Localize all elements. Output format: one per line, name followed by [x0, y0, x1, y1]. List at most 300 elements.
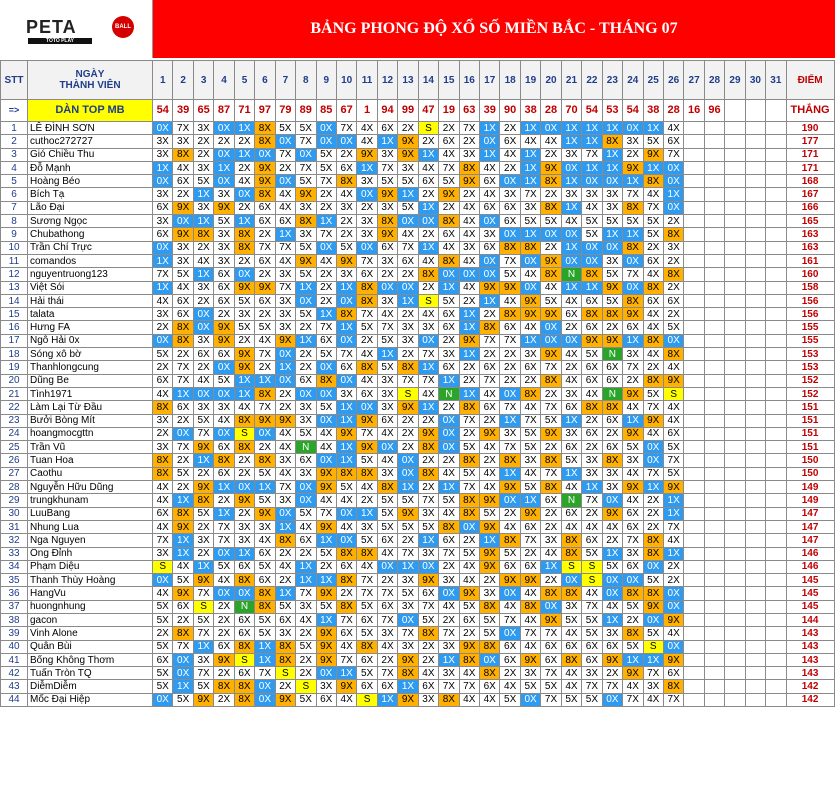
member-points: 160 [786, 268, 834, 281]
day-cell: 7X [500, 441, 520, 454]
day-cell: 1X [582, 481, 602, 494]
member-points: 149 [786, 494, 834, 507]
day-cell: 9X [643, 414, 663, 427]
day-cell: 6X [439, 534, 459, 547]
day-cell: S [643, 640, 663, 653]
day-cell: 4X [480, 441, 500, 454]
day-cell: 1X [459, 321, 479, 334]
day-cell-empty [704, 613, 724, 626]
day-cell: 5X [439, 294, 459, 307]
day-cell-empty [745, 175, 765, 188]
table-row [1, 188, 835, 201]
row-stt: 27 [1, 467, 28, 480]
day-cell: 1X [234, 122, 254, 135]
day-cell: 2X [459, 427, 479, 440]
day-cell: 3X [214, 254, 234, 267]
day-cell: 2X [275, 574, 295, 587]
day-cell: 1X [255, 640, 275, 653]
day-cell-empty [684, 281, 704, 294]
table-row [1, 587, 835, 600]
day-cell: 4X [520, 467, 540, 480]
day-cell-empty [745, 268, 765, 281]
table-row [1, 680, 835, 693]
day-cell: 9X [255, 414, 275, 427]
day-cell: 3X [418, 693, 438, 706]
day-cell: 4X [623, 680, 643, 693]
member-points: 143 [786, 667, 834, 680]
day-cell: 9X [255, 507, 275, 520]
day-cell: 5X [296, 507, 316, 520]
day-cell: S [153, 560, 173, 573]
day-cell: 1X [602, 122, 622, 135]
day-cell: 0X [153, 334, 173, 347]
day-cell: 5X [193, 414, 213, 427]
day-cell: 2X [275, 401, 295, 414]
member-points: 150 [786, 454, 834, 467]
day-cell: 0X [602, 574, 622, 587]
day-cell: 8X [602, 135, 622, 148]
day-cell: 8X [173, 334, 193, 347]
day-cell: 3X [520, 348, 540, 361]
day-cell: 0X [602, 494, 622, 507]
day-cell: 2X [500, 348, 520, 361]
day-cell: 4X [173, 281, 193, 294]
day-cell: 0X [173, 667, 193, 680]
day-cell-empty [684, 361, 704, 374]
day-cell: 2X [459, 534, 479, 547]
row-stt: 23 [1, 414, 28, 427]
day-cell-empty [684, 321, 704, 334]
day-cell-empty [684, 254, 704, 267]
day-cell: 5X [296, 693, 316, 706]
day-cell: 2X [541, 148, 561, 161]
day-cell: 6X [439, 308, 459, 321]
top-number: 79 [275, 100, 295, 122]
day-cell: 2X [377, 268, 397, 281]
day-cell: 3X [561, 387, 581, 400]
day-cell: 0X [561, 334, 581, 347]
day-cell: 0X [316, 361, 336, 374]
day-cell: 9X [582, 334, 602, 347]
day-cell: 4X [541, 281, 561, 294]
day-cell: 8X [255, 454, 275, 467]
day-cell: 9X [643, 600, 663, 613]
day-cell: 5X [275, 122, 295, 135]
day-cell: 8X [234, 414, 254, 427]
day-cell: 5X [336, 241, 356, 254]
member-points: 147 [786, 520, 834, 533]
day-header: 3 [193, 61, 213, 100]
row-stt: 41 [1, 653, 28, 666]
day-cell: 0X [520, 281, 540, 294]
day-cell: 7X [541, 627, 561, 640]
top-number [725, 100, 745, 122]
day-cell-empty [704, 627, 724, 640]
day-cell-empty [766, 547, 786, 560]
day-cell: 2X [582, 441, 602, 454]
day-cell: 7X [275, 281, 295, 294]
day-cell: 9X [418, 427, 438, 440]
day-cell-empty [704, 122, 724, 135]
day-cell: 3X [153, 441, 173, 454]
day-cell-empty [704, 507, 724, 520]
day-cell: 2X [480, 574, 500, 587]
day-cell: 8X [541, 374, 561, 387]
day-cell: 1X [296, 560, 316, 573]
day-cell: 0X [153, 693, 173, 706]
top-number: 39 [173, 100, 193, 122]
day-cell: 1X [173, 387, 193, 400]
day-header: 26 [663, 61, 683, 100]
day-cell: 0X [316, 122, 336, 135]
day-cell: 2X [173, 188, 193, 201]
member-points: 177 [786, 135, 834, 148]
day-cell: 2X [296, 653, 316, 666]
day-cell: 3X [193, 534, 213, 547]
day-cell: 7X [623, 268, 643, 281]
day-cell: 1X [663, 547, 683, 560]
day-cell: 5X [193, 613, 213, 626]
day-cell: 4X [418, 308, 438, 321]
day-cell: 2X [173, 481, 193, 494]
day-cell-empty [766, 374, 786, 387]
day-cell: 0X [336, 507, 356, 520]
day-cell: 7X [193, 427, 213, 440]
day-cell-empty [725, 135, 745, 148]
day-cell: 2X [357, 494, 377, 507]
day-cell: 2X [418, 281, 438, 294]
day-cell: 0X [418, 215, 438, 228]
day-cell: 0X [275, 175, 295, 188]
day-cell: 2X [623, 148, 643, 161]
day-cell: 8X [459, 507, 479, 520]
day-cell: 5X [377, 361, 397, 374]
row-stt: 25 [1, 441, 28, 454]
day-cell: 1X [336, 321, 356, 334]
day-cell: 5X [459, 467, 479, 480]
day-cell: 3X [439, 667, 459, 680]
day-cell: 3X [520, 667, 540, 680]
day-cell: 7X [541, 693, 561, 706]
day-cell: 0X [500, 494, 520, 507]
day-cell: 5X [377, 520, 397, 533]
day-cell-empty [766, 241, 786, 254]
day-cell: 1X [214, 481, 234, 494]
day-cell: 6X [663, 667, 683, 680]
day-cell-empty [766, 281, 786, 294]
day-cell: 9X [520, 294, 540, 307]
day-cell: 8X [255, 135, 275, 148]
day-cell-empty [704, 374, 724, 387]
day-cell: 1X [153, 161, 173, 174]
day-cell: 6X [541, 653, 561, 666]
day-cell: 5X [357, 667, 377, 680]
day-cell: N [234, 600, 254, 613]
standings-table [0, 60, 835, 707]
day-cell-empty [745, 281, 765, 294]
row-stt: 15 [1, 308, 28, 321]
day-cell: 0X [377, 441, 397, 454]
day-cell: 5X [316, 547, 336, 560]
day-cell: 4X [193, 374, 213, 387]
day-cell: 5X [643, 627, 663, 640]
table-row [1, 161, 835, 174]
day-cell: 3X [377, 374, 397, 387]
day-cell: 9X [316, 467, 336, 480]
day-cell: 5X [357, 534, 377, 547]
member-points: 151 [786, 441, 834, 454]
member-points: 149 [786, 481, 834, 494]
day-cell: 9X [541, 613, 561, 626]
day-cell: 4X [377, 308, 397, 321]
day-cell: 2X [398, 441, 418, 454]
day-cell: 9X [173, 228, 193, 241]
day-cell: 2X [357, 201, 377, 214]
table-row [1, 348, 835, 361]
day-cell: 5X [296, 122, 316, 135]
day-cell: 3X [153, 215, 173, 228]
day-cell: 8X [480, 667, 500, 680]
table-row [1, 494, 835, 507]
day-cell: 4X [296, 613, 316, 626]
day-cell: 0X [173, 653, 193, 666]
member-points: 163 [786, 241, 834, 254]
day-cell-empty [745, 308, 765, 321]
top-number: 90 [500, 100, 520, 122]
member-points: 153 [786, 348, 834, 361]
day-cell: 6X [541, 494, 561, 507]
day-cell: 2X [459, 627, 479, 640]
day-cell: 2X [582, 507, 602, 520]
day-cell: 4X [275, 467, 295, 480]
day-cell: 5X [602, 215, 622, 228]
day-cell: 0X [520, 254, 540, 267]
day-cell: 1X [193, 268, 213, 281]
day-cell: 5X [296, 241, 316, 254]
day-cell: 8X [153, 454, 173, 467]
top-number: 28 [663, 100, 683, 122]
day-cell: 5X [153, 680, 173, 693]
day-cell: 4X [459, 215, 479, 228]
day-cell: 0X [398, 467, 418, 480]
day-cell: 3X [377, 201, 397, 214]
row-stt: 9 [1, 228, 28, 241]
day-cell: 4X [480, 481, 500, 494]
day-cell: 0X [500, 175, 520, 188]
day-cell: 6X [336, 161, 356, 174]
table-row [1, 534, 835, 547]
day-cell: 5X [316, 148, 336, 161]
day-cell: 9X [398, 693, 418, 706]
day-cell: 4X [214, 414, 234, 427]
day-cell: 2X [418, 653, 438, 666]
day-cell-empty [725, 507, 745, 520]
day-cell: 2X [541, 241, 561, 254]
member-name: Hưng FA [28, 321, 153, 334]
day-cell: 8X [500, 454, 520, 467]
day-cell-empty [684, 467, 704, 480]
day-cell: 6X [377, 680, 397, 693]
day-cell-empty [725, 387, 745, 400]
day-cell: 6X [377, 122, 397, 135]
day-cell: 6X [500, 135, 520, 148]
day-cell: 0X [602, 241, 622, 254]
day-cell: 5X [439, 175, 459, 188]
day-cell-empty [766, 188, 786, 201]
day-cell: 5X [459, 441, 479, 454]
day-cell: 5X [357, 454, 377, 467]
day-cell: 8X [234, 680, 254, 693]
row-stt: 37 [1, 600, 28, 613]
day-cell: 1X [418, 148, 438, 161]
day-cell-empty [684, 175, 704, 188]
day-cell: 2X [296, 627, 316, 640]
day-cell: 8X [541, 201, 561, 214]
day-cell: 6X [643, 254, 663, 267]
day-cell-empty [745, 215, 765, 228]
day-cell-empty [684, 587, 704, 600]
day-cell: 4X [357, 135, 377, 148]
day-cell-empty [725, 627, 745, 640]
member-points: 166 [786, 201, 834, 214]
member-name: DiễmDiễm [28, 680, 153, 693]
day-cell: 8X [541, 175, 561, 188]
day-cell: 2X [316, 294, 336, 307]
day-cell: 4X [336, 494, 356, 507]
day-cell: 1X [234, 547, 254, 560]
day-cell-empty [766, 334, 786, 347]
day-cell-empty [704, 348, 724, 361]
day-cell: 1X [459, 387, 479, 400]
header-thanh-vien: THÀNH VIÊN [59, 80, 121, 91]
row-stt: 29 [1, 494, 28, 507]
day-cell: 5X [541, 680, 561, 693]
day-cell: 0X [561, 574, 581, 587]
day-cell: 7X [541, 667, 561, 680]
member-name: LuuBang [28, 507, 153, 520]
day-cell: 9X [398, 148, 418, 161]
day-cell: 1X [520, 175, 540, 188]
day-cell-empty [684, 241, 704, 254]
day-cell: 8X [275, 640, 295, 653]
day-cell: 2X [418, 481, 438, 494]
day-cell: 6X [296, 454, 316, 467]
member-name: Đỗ Mạnh [28, 161, 153, 174]
day-cell: 6X [480, 201, 500, 214]
day-cell: 4X [582, 387, 602, 400]
day-cell: 8X [296, 215, 316, 228]
day-cell: 7X [520, 414, 540, 427]
day-cell: 3X [377, 254, 397, 267]
day-cell: 4X [275, 254, 295, 267]
day-cell: 8X [643, 334, 663, 347]
day-cell: 6X [255, 294, 275, 307]
row-stt: 32 [1, 534, 28, 547]
day-cell: 6X [663, 294, 683, 307]
day-cell: 0X [500, 228, 520, 241]
day-cell: 1X [480, 534, 500, 547]
day-cell-empty [766, 587, 786, 600]
day-cell: 4X [582, 201, 602, 214]
day-cell: 2X [214, 613, 234, 626]
day-cell-empty [725, 560, 745, 573]
day-cell: 3X [602, 467, 622, 480]
day-cell: 4X [173, 560, 193, 573]
day-cell: 9X [643, 148, 663, 161]
day-cell-empty [745, 122, 765, 135]
member-points: 150 [786, 467, 834, 480]
day-cell-empty [766, 693, 786, 706]
day-cell: 1X [520, 122, 540, 135]
day-cell: 1X [275, 361, 295, 374]
day-cell: 0X [541, 600, 561, 613]
day-header: 4 [214, 61, 234, 100]
member-name: Bống Không Thơm [28, 653, 153, 666]
day-cell: 0X [193, 308, 213, 321]
day-cell: 2X [153, 627, 173, 640]
day-cell-empty [704, 148, 724, 161]
day-cell-empty [766, 294, 786, 307]
top-number: 54 [153, 100, 173, 122]
day-cell: 3X [398, 600, 418, 613]
day-cell: 5X [520, 441, 540, 454]
member-points: 156 [786, 308, 834, 321]
day-cell: 9X [541, 308, 561, 321]
day-cell: 5X [643, 387, 663, 400]
day-cell-empty [766, 534, 786, 547]
day-cell: 1X [336, 414, 356, 427]
day-cell: S [234, 427, 254, 440]
day-cell: 1X [602, 161, 622, 174]
day-cell-empty [745, 494, 765, 507]
day-cell: 4X [214, 574, 234, 587]
day-cell: 0X [234, 268, 254, 281]
day-cell: 1X [316, 613, 336, 626]
day-cell: 1X [582, 161, 602, 174]
day-cell-empty [704, 254, 724, 267]
day-cell: 2X [336, 215, 356, 228]
arrow-label: => [1, 100, 28, 122]
day-cell-empty [684, 507, 704, 520]
day-cell-empty [766, 560, 786, 573]
day-cell-empty [684, 441, 704, 454]
table-row [1, 175, 835, 188]
day-cell: 0X [561, 254, 581, 267]
day-cell: 5X [541, 414, 561, 427]
day-header: 5 [234, 61, 254, 100]
day-cell: 5X [296, 175, 316, 188]
day-cell: 8X [520, 600, 540, 613]
day-header: 20 [541, 61, 561, 100]
day-cell: 9X [214, 334, 234, 347]
day-cell: 6X [418, 680, 438, 693]
day-cell: 3X [418, 547, 438, 560]
day-cell: 9X [234, 361, 254, 374]
day-cell: 1X [398, 481, 418, 494]
day-cell-empty [704, 494, 724, 507]
day-cell: 6X [582, 361, 602, 374]
day-cell: 1X [193, 215, 213, 228]
day-header: 30 [745, 61, 765, 100]
day-cell-empty [704, 693, 724, 706]
day-cell: 2X [214, 494, 234, 507]
day-cell: 6X [357, 268, 377, 281]
day-cell: 1X [214, 507, 234, 520]
day-cell-empty [725, 613, 745, 626]
day-cell-empty [704, 520, 724, 533]
day-cell: 0X [275, 348, 295, 361]
day-cell: 1X [459, 308, 479, 321]
